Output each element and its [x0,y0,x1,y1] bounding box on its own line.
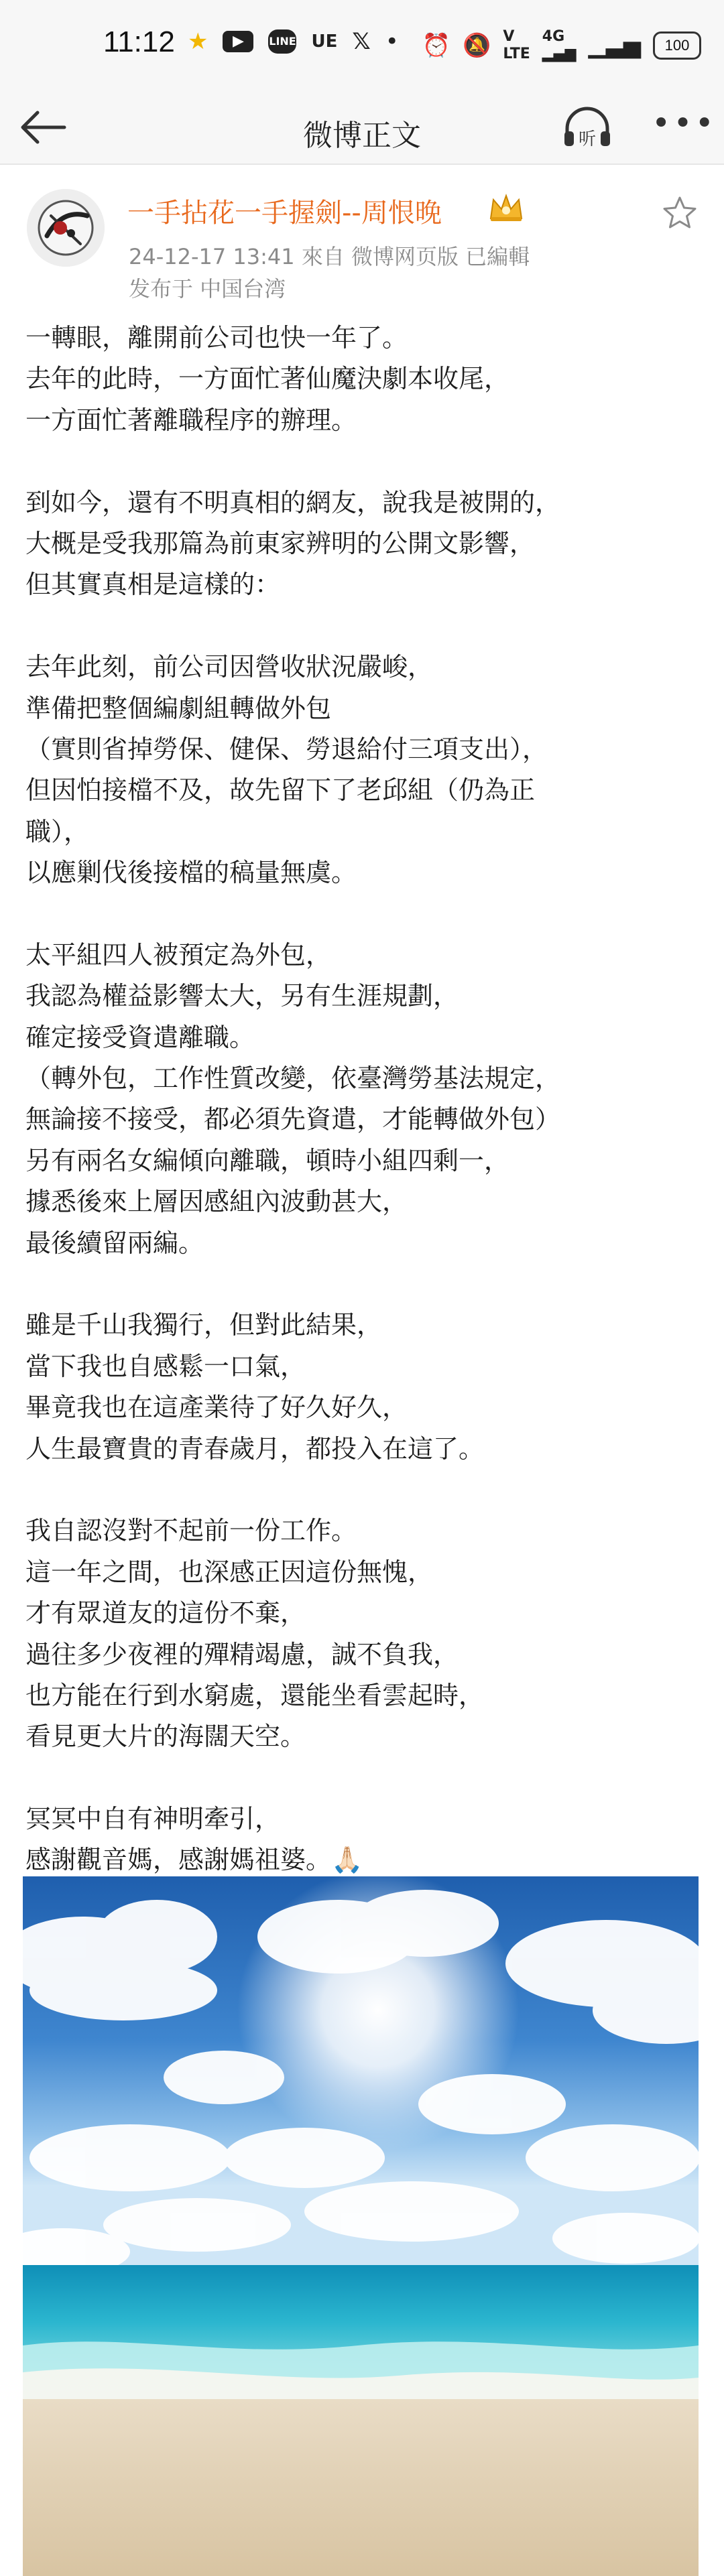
battery-icon: 100 [653,31,701,60]
post-line: 但其實真相是這樣的： [25,570,281,600]
post-body [25,318,703,1881]
post-line: 一方面忙著離職程序的辦理。 [25,405,357,435]
post-line: 準備把整個編劇組轉做外包 [25,693,332,723]
post-line: 一轉眼，離開前公司也快一年了。 [25,323,408,352]
x-icon: 𝕏 [352,28,371,55]
youtube-icon: ▶ [223,31,253,52]
avatar-image [27,189,105,267]
signal-4g-icon: 4G ▂▄▆ [542,28,577,62]
headphones-icon [560,106,614,149]
post-line [25,1264,703,1305]
author-name[interactable]: 一手拈花一手握劍--周恨晚 [127,198,442,229]
sky-sea-image [23,1876,699,2576]
dot-icon: • [385,28,399,55]
post-line: 以應剿伐後接檔的稿量無虞。 [25,858,357,888]
post-line: 去年的此時，一方面忙著仙魔決劇本收尾， [25,364,510,394]
post-line: 我自認沒對不起前一份工作。 [25,1516,357,1546]
signal-bars-icon: ▁▃▅ [588,32,641,59]
volte-icon: V LTE [503,28,530,62]
listen-button[interactable] [560,106,614,149]
post-line: 也方能在行到水窮處，還能坐看雲起時， [25,1680,485,1710]
post-line [25,1470,703,1510]
post-line: 到如今，還有不明真相的網友，說我是被開的， [25,487,561,517]
star-icon: ★ [188,28,208,55]
post-line: （轉外包，工作性質改變，依臺灣勞基法規定， [25,1064,561,1094]
post-line: 最後續留兩編。 [25,1228,204,1258]
post-line [25,893,703,934]
post-line: 當下我也自感鬆一口氣， [25,1351,306,1381]
post-line: 人生最寶貴的青春歲月，都投入在這了。 [25,1433,485,1464]
ue-icon: UE [311,31,338,52]
line-icon: LINE [268,29,296,54]
post-line: （實則省掉勞保、健保、勞退給付三項支出）， [25,734,548,764]
avatar[interactable] [27,189,105,267]
status-time: 11:12 [103,25,175,58]
post-line: 雖是千山我獨行，但對此結果， [25,1310,383,1340]
post-line: 過往多少夜裡的殫精竭慮，誠不負我， [25,1639,459,1669]
post-line: 看見更大片的海闊天空。 [25,1722,306,1752]
post-line: 另有兩名女編傾向離職，頓時小組四剩一， [25,1145,510,1175]
post-line: 大概是受我那篇為前東家辨明的公開文影響， [25,528,536,558]
star-outline-icon[interactable] [661,194,699,232]
post-line: 才有眾道友的這份不棄， [25,1598,306,1628]
post-meta: 24-12-17 13:41 來自 微博网页版 已編輯 [129,244,530,269]
status-icons-left [188,28,399,55]
alarm-icon: ⏰ [422,32,451,59]
post-line: 確定接受資遣離職。 [25,1022,255,1052]
post-line: 職）， [25,816,90,846]
post-line [25,1758,703,1799]
post-line: 太平組四人被預定為外包， [25,940,332,970]
post-line: 冥冥中自有神明牽引， [25,1804,281,1834]
post-line [25,606,703,647]
post-line: 畢竟我也在這產業待了好久好久， [25,1393,408,1423]
post-line: 感謝觀音媽，感謝媽祖婆。🙏🏻 [25,1845,363,1875]
post-line: 據悉後來上層因感組內波動甚大， [25,1187,408,1217]
post-line: 我認為權益影響太大，另有生涯規劃， [25,981,459,1011]
post-location: 发布于 中国台湾 [129,276,286,302]
post-image[interactable] [23,1876,699,2576]
more-options-icon[interactable]: ••• [652,105,717,142]
post-line: 無論接不接受，都必須先資遣，才能轉做外包） [25,1104,561,1135]
post-line: 但因怕接檔不及，故先留下了老邱組（仍為正 [25,775,536,806]
crown-icon [487,192,526,224]
post-line: 這一年之間，也深感正因這份無愧， [25,1557,434,1587]
status-icons-right [422,28,701,63]
nav-bar [0,91,724,165]
listen-label: 听 [578,129,597,149]
status-bar [0,0,724,91]
post-line [25,441,703,482]
page-title: 微博正文 [303,119,421,153]
post-line: 去年此刻，前公司因營收狀況嚴峻， [25,652,434,682]
mute-icon: 🔕 [463,32,491,59]
